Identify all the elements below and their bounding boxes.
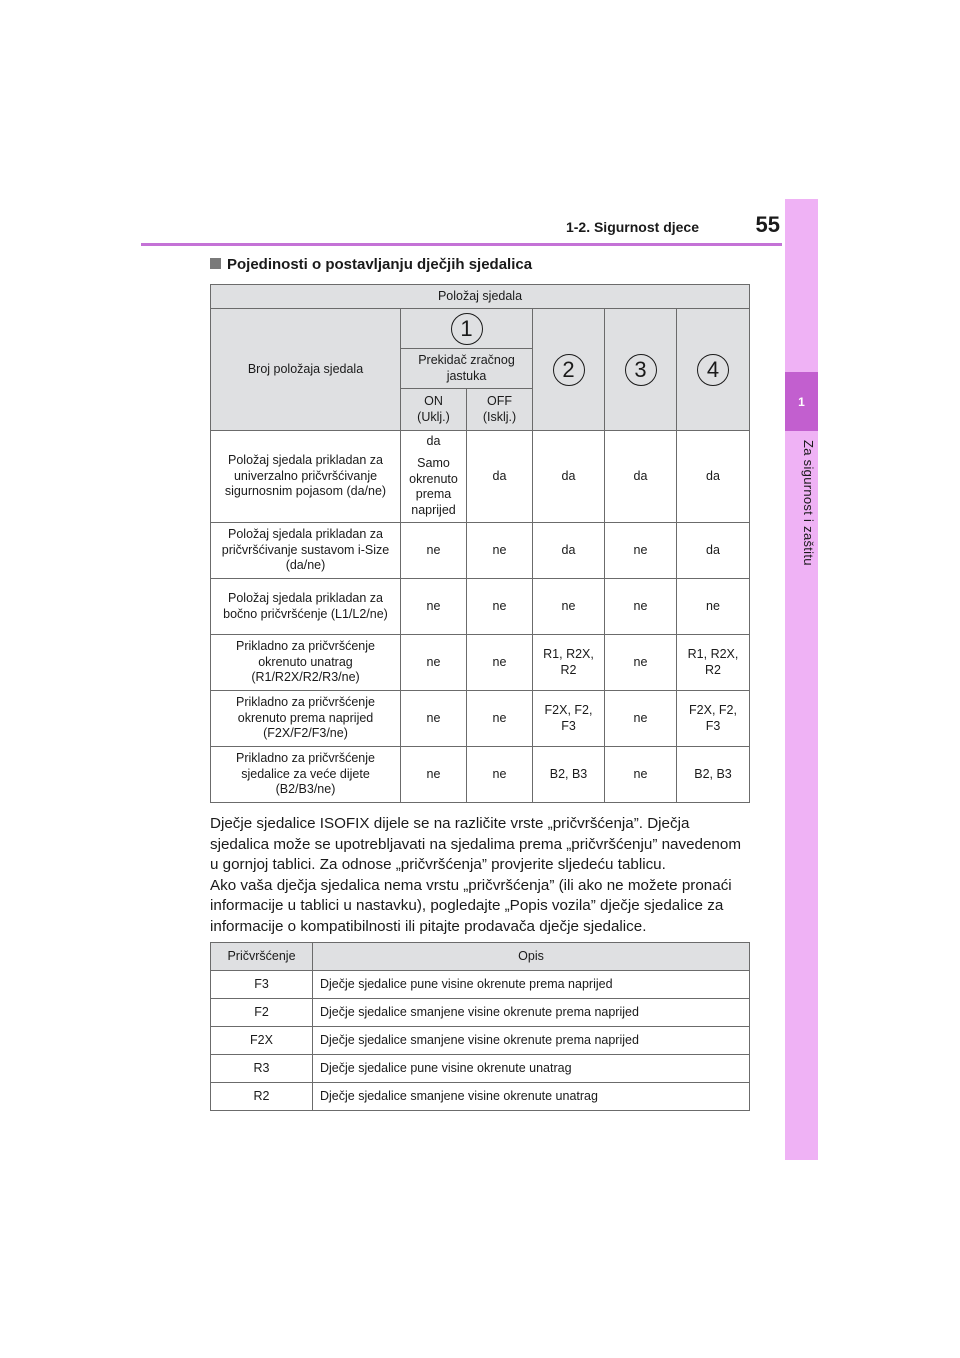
square-bullet-icon	[210, 258, 221, 269]
fixture-description: Dječje sjedalice pune visine okrenute unatrag	[313, 1055, 750, 1083]
seat-2-header	[533, 309, 605, 431]
paragraph: Ako vaša dječja sjedalica nema vrstu „pričvršćenja” (ili ako ne možete pronaći informacije u tablici u nastavku), pogledajte „Popis vozila” dječje sjedalice za informacije o kompatibilnosti ili pitajte prodavača dječje sjedalice.	[210, 876, 732, 935]
table-cell: da	[533, 523, 605, 579]
table-cell: ne	[605, 691, 677, 747]
off-sub-label: (Isklj.)	[482, 409, 517, 424]
table-cell: F2X, F2, F3	[533, 691, 605, 747]
universal-on-bottom: Samo okrenuto prema naprijed	[409, 456, 458, 517]
fixture-key: F2X	[211, 1027, 313, 1055]
table-cell: ne	[605, 747, 677, 803]
table-cell: ne	[467, 579, 533, 635]
body-text	[210, 814, 752, 938]
table-cell: ne	[605, 635, 677, 691]
column-header: Opis	[313, 943, 750, 971]
section-title: 1-2. Sigurnost djece	[565, 219, 699, 235]
fixture-description: Dječje sjedalice smanjene visine okrenute prema naprijed	[313, 1027, 750, 1055]
airbag-off-header	[467, 389, 533, 431]
fixture-key: R3	[211, 1055, 313, 1083]
universal-on-top: da	[426, 434, 441, 449]
seat-positions-table	[210, 284, 750, 803]
fixture-table	[210, 942, 750, 1111]
fixture-description: Dječje sjedalice pune visine okrenute prema naprijed	[313, 971, 750, 999]
on-sub-label: (Uklj.)	[417, 409, 450, 424]
column-header: Pričvršćenje	[211, 943, 313, 971]
table-cell: B2, B3	[533, 747, 605, 803]
header-rule	[141, 243, 782, 246]
section-heading	[210, 256, 532, 273]
paragraph: Dječje sjedalice ISOFIX dijele se na različite vrste „pričvršćenja”. Dječja sjedalica može se upotrebljavati na sjedalima prema „pričvršćenju” navedenom u gornjoj tablici. Za odnose „pričvršćenja” provjerite sljedeću tablicu.	[210, 815, 741, 874]
table-title: Položaj sjedala	[211, 285, 750, 309]
off-label: OFF	[487, 393, 512, 408]
table-cell: da	[467, 431, 533, 523]
row-header-seat-number: Broj položaja sjedala	[211, 309, 401, 431]
table-cell: ne	[401, 635, 467, 691]
chapter-title: Za sigurnost i zaštitu	[801, 440, 816, 566]
table-cell: ne	[401, 523, 467, 579]
table-cell: ne	[467, 523, 533, 579]
table-cell: ne	[605, 579, 677, 635]
table-cell: da	[677, 431, 750, 523]
seat-4-circle: 4	[697, 354, 729, 386]
table-cell: B2, B3	[677, 747, 750, 803]
airbag-switch-header: Prekidač zračnog jastuka	[401, 349, 533, 389]
table-cell: ne	[401, 691, 467, 747]
table-cell: F2X, F2, F3	[677, 691, 750, 747]
row-label: Položaj sjedala prikladan za univerzalno pričvršćivanje sigurnosnim pojasom (da/ne)	[211, 431, 401, 523]
table-cell: R1, R2X, R2	[677, 635, 750, 691]
fixture-key: F3	[211, 971, 313, 999]
row-label: Prikladno za pričvršćenje okrenuto prema naprijed (F2X/F2/F3/ne)	[211, 691, 401, 747]
row-label: Prikladno za pričvršćenje okrenuto unatrag (R1/R2X/R2/R3/ne)	[211, 635, 401, 691]
fixture-description: Dječje sjedalice smanjene visine okrenute prema naprijed	[313, 999, 750, 1027]
table-cell: da	[677, 523, 750, 579]
airbag-on-header	[401, 389, 467, 431]
seat-3-circle: 3	[625, 354, 657, 386]
seat-3-header	[605, 309, 677, 431]
table-cell	[401, 431, 467, 523]
row-label: Položaj sjedala prikladan za pričvršćivanje sustavom i-Size (da/ne)	[211, 523, 401, 579]
row-label: Prikladno za pričvršćenje sjedalice za veće dijete (B2/B3/ne)	[211, 747, 401, 803]
seat-1-header	[401, 309, 533, 349]
table-cell: ne	[401, 579, 467, 635]
table-cell: R1, R2X, R2	[533, 635, 605, 691]
fixture-key: R2	[211, 1083, 313, 1111]
chapter-side-tab	[785, 199, 818, 1160]
table-cell: ne	[677, 579, 750, 635]
section-heading-text: Pojedinosti o postavljanju dječjih sjedalica	[227, 256, 533, 273]
page-number: 55	[755, 212, 780, 237]
seat-1-circle: 1	[451, 313, 483, 345]
on-label: ON	[424, 393, 443, 408]
table-cell: ne	[467, 691, 533, 747]
table-cell: da	[533, 431, 605, 523]
seat-4-header	[677, 309, 750, 431]
row-label: Položaj sjedala prikladan za bočno pričvršćenje (L1/L2/ne)	[211, 579, 401, 635]
fixture-description: Dječje sjedalice smanjene visine okrenute unatrag	[313, 1083, 750, 1111]
fixture-key: F2	[211, 999, 313, 1027]
table-cell: da	[605, 431, 677, 523]
table-cell: ne	[467, 635, 533, 691]
seat-2-circle: 2	[553, 354, 585, 386]
table-cell: ne	[467, 747, 533, 803]
table-cell: ne	[605, 523, 677, 579]
chapter-number: 1	[785, 372, 818, 431]
table-cell: ne	[533, 579, 605, 635]
table-cell: ne	[401, 747, 467, 803]
